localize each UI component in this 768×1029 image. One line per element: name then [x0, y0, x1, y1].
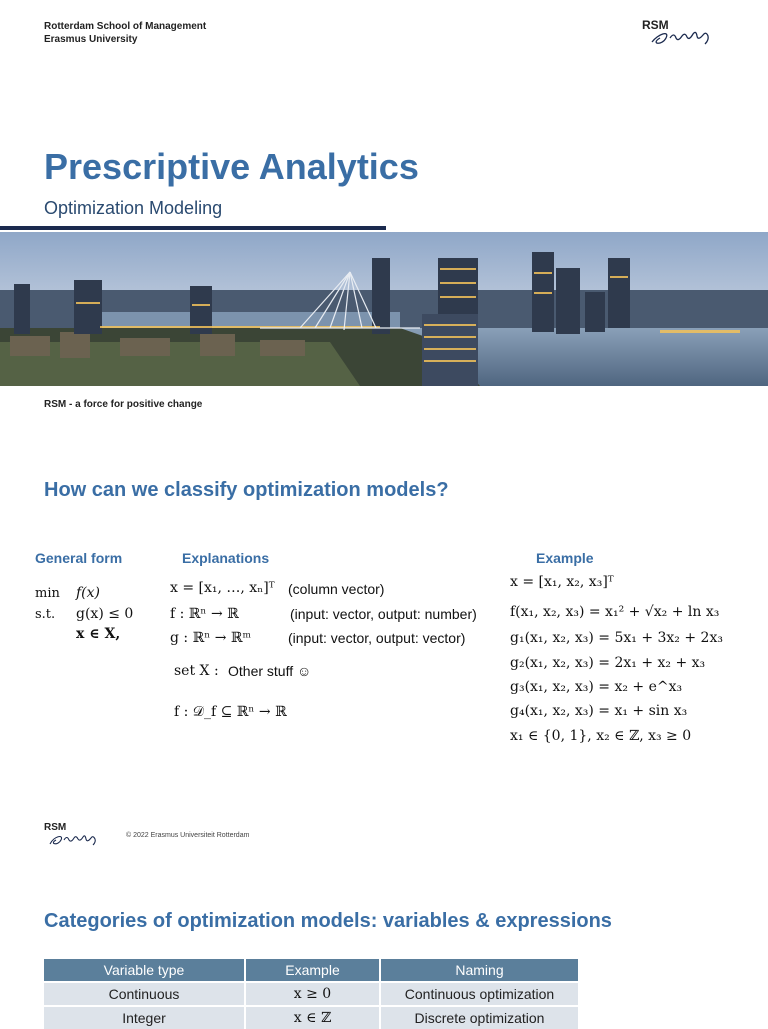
explanation-g-definition: g : ℝⁿ → ℝᵐ [170, 630, 252, 646]
variable-type-table [44, 959, 578, 1029]
example-f: f(x₁, x₂, x₃) = x₁² + √x₂ + ln x₃ [510, 604, 720, 620]
column-header-general-form: General form [35, 550, 123, 566]
general-min-expression: f(x) [76, 585, 101, 601]
table-cell-naming: Continuous optimization [380, 982, 578, 1006]
table-cell-example: x ≥ 0 [245, 982, 380, 1006]
explanation-x-definition: x = [x₁, …, xₙ]ᵀ [170, 580, 275, 596]
footer-logo-text: RSM [44, 822, 67, 833]
general-min-label: min [35, 586, 60, 601]
section-heading-classify: How can we classify optimization models? [44, 479, 449, 501]
title-underline [0, 226, 386, 230]
table-row [44, 982, 578, 1006]
example-x: x = [x₁, x₂, x₃]ᵀ [510, 574, 614, 590]
column-header-explanations: Explanations [182, 550, 270, 566]
table-cell-example: x ∈ ℤ [245, 1006, 380, 1029]
footer-erasmus-signature-icon [44, 822, 122, 850]
column-header-example: Example [536, 550, 594, 566]
general-st-label: s.t. [35, 607, 56, 622]
table-header-example: Example [245, 959, 380, 982]
page-title: Prescriptive Analytics [44, 146, 419, 187]
example-g1: g₁(x₁, x₂, x₃) = 5x₁ + 3x₂ + 2x₃ [510, 630, 723, 646]
section-heading-categories: Categories of optimization models: variables & expressions [44, 910, 612, 932]
general-constraint-expression: g(x) ≤ 0 [76, 606, 134, 622]
explanation-set-definition: set X : [174, 663, 219, 679]
table-cell-naming: Discrete optimization [380, 1006, 578, 1029]
example-g3: g₃(x₁, x₂, x₃) = x₂ + e^x₃ [510, 679, 683, 695]
explanation-g-note: (input: vector, output: vector) [288, 630, 466, 646]
logo-text: RSM [642, 18, 669, 32]
institution-line-1: Rotterdam School of Management [44, 21, 207, 32]
example-domain: x₁ ∈ {0, 1}, x₂ ∈ ℤ, x₃ ≥ 0 [510, 728, 692, 744]
institution-line-2: Erasmus University [44, 34, 138, 45]
table-row [44, 1006, 578, 1029]
copyright-text: © 2022 Erasmus Universiteit Rotterdam [126, 832, 250, 839]
example-g2: g₂(x₁, x₂, x₃) = 2x₁ + x₂ + x₃ [510, 655, 706, 671]
explanation-f-note: (input: vector, output: number) [290, 606, 477, 622]
general-set-expression: x ∈ X, [76, 626, 121, 642]
table-cell-variable-type: Continuous [44, 982, 245, 1006]
table-cell-variable-type: Integer [44, 1006, 245, 1029]
example-g4: g₄(x₁, x₂, x₃) = x₁ + sin x₃ [510, 703, 688, 719]
explanation-f-definition: f : ℝⁿ → ℝ [170, 606, 239, 622]
institution-name [44, 20, 206, 46]
explanation-set-note: Other stuff ☺ [228, 663, 312, 679]
slide-footer [44, 822, 254, 850]
table-header-row [44, 959, 578, 982]
rsm-erasmus-logo [640, 16, 730, 50]
table-header-variable-type: Variable type [44, 959, 245, 982]
slogan: RSM - a force for positive change [44, 399, 203, 410]
explanation-domain-definition: f : 𝒟_f ⊆ ℝⁿ → ℝ [174, 704, 287, 720]
rotterdam-skyline-image [0, 232, 768, 386]
page-subtitle: Optimization Modeling [44, 198, 223, 218]
explanation-x-note: (column vector) [288, 581, 385, 597]
table-header-naming: Naming [380, 959, 578, 982]
